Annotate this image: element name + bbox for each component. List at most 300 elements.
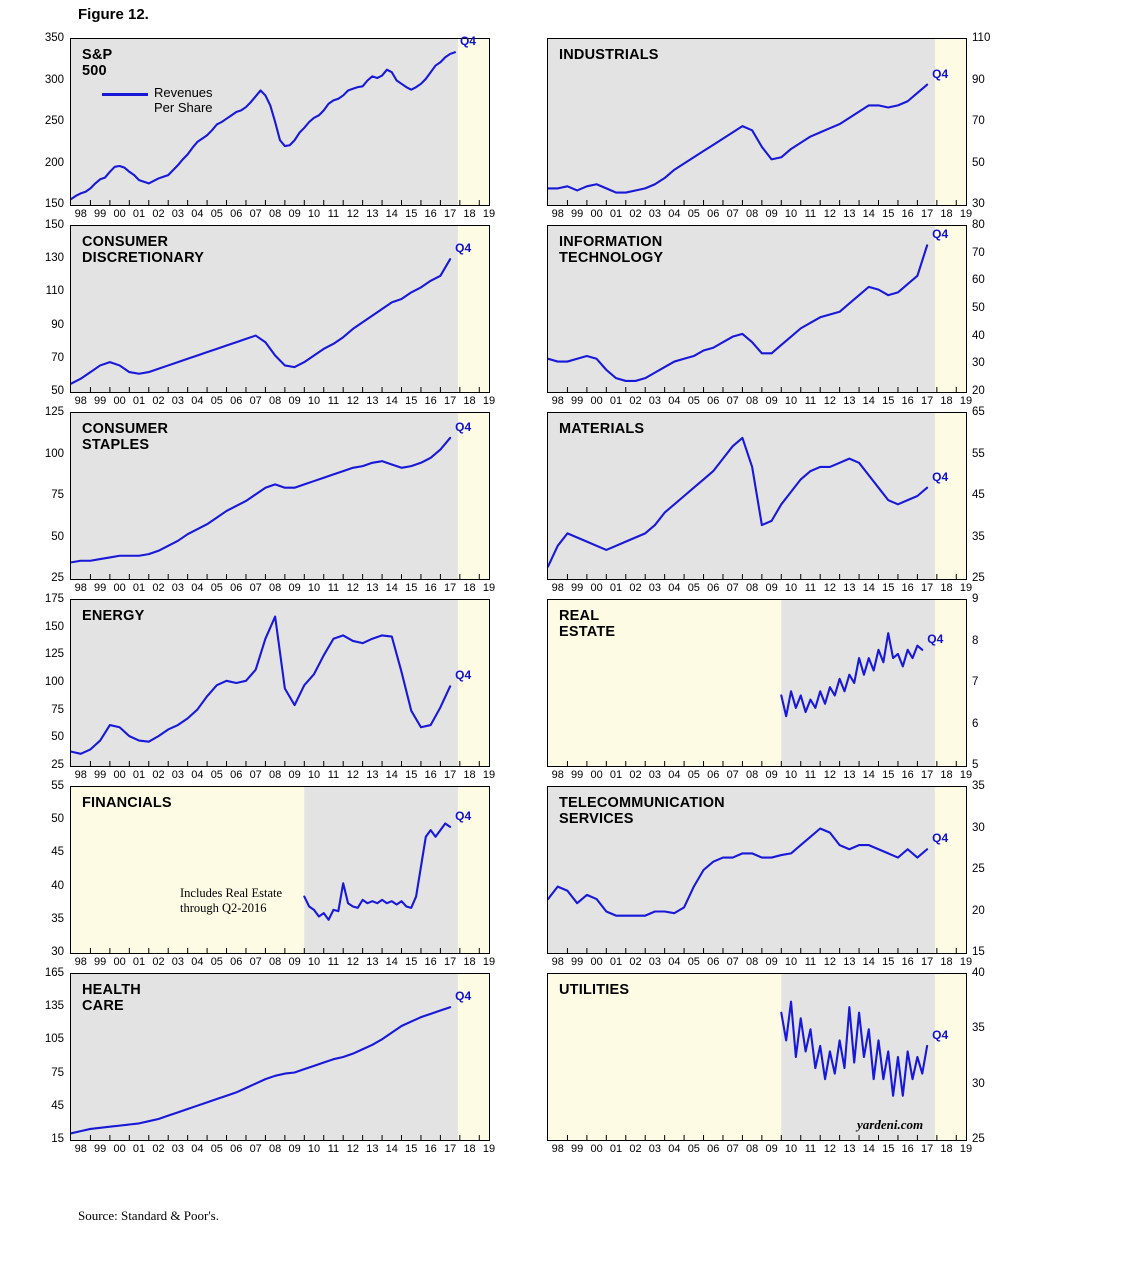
- x-axis-tick-label: 05: [210, 395, 223, 407]
- x-axis-tick-label: 09: [288, 395, 301, 407]
- panel-title: MATERIALS: [559, 421, 645, 437]
- panel-title: CONSUMER STAPLES: [82, 421, 169, 453]
- x-axis-tick-label: 04: [191, 395, 204, 407]
- x-axis-tick-label: 12: [346, 1143, 360, 1155]
- x-axis-tick-label: 14: [862, 769, 875, 781]
- y-axis-tick-label: 40: [972, 329, 985, 342]
- x-axis-tick-label: 98: [551, 208, 564, 220]
- x-axis-tick-label: 99: [571, 208, 584, 220]
- y-axis-tick-label: 50: [51, 731, 64, 744]
- y-axis-tick-label: 250: [44, 115, 64, 127]
- y-axis-tick-label: 75: [51, 703, 64, 716]
- y-axis-tick-label: 100: [44, 676, 64, 688]
- x-axis-tick-label: 13: [843, 582, 856, 594]
- x-axis-tick-label: 05: [687, 1143, 700, 1155]
- x-axis-tick-label: 15: [405, 956, 418, 968]
- x-axis-tick-label: 09: [288, 208, 301, 220]
- x-axis-tick-label: 06: [230, 1143, 243, 1155]
- y-axis-tick-label: 350: [44, 32, 64, 44]
- x-axis-tick-label: 16: [424, 956, 437, 968]
- x-axis-tick-label: 00: [113, 208, 126, 220]
- x-axis-tick-label: 07: [249, 582, 262, 594]
- x-axis-tick-label: 12: [823, 208, 837, 220]
- x-axis-tick-label: 18: [940, 956, 953, 968]
- x-axis-tick-label: 11: [327, 1143, 340, 1155]
- x-axis-tick-label: 16: [901, 208, 914, 220]
- x-axis-tick-label: 18: [940, 1143, 953, 1155]
- x-axis-tick-label: 07: [249, 769, 262, 781]
- y-axis-tick-label: 30: [51, 946, 64, 958]
- x-axis-tick-label: 05: [210, 769, 223, 781]
- x-axis-tick-label: 10: [784, 1143, 798, 1155]
- x-axis-tick-label: 00: [590, 1143, 603, 1155]
- x-axis-tick-label: 08: [746, 956, 759, 968]
- x-axis-tick-label: 98: [551, 769, 564, 781]
- x-axis-tick-label: 08: [269, 769, 282, 781]
- x-axis-tick-label: 12: [823, 769, 837, 781]
- y-axis-tick-label: 175: [44, 593, 64, 605]
- y-axis-tick-label: 35: [972, 780, 985, 792]
- panel-title: ENERGY: [82, 608, 145, 624]
- y-axis-tick-label: 90: [51, 318, 64, 331]
- x-axis-tick-label: 13: [366, 956, 379, 968]
- x-axis-tick-label: 19: [959, 582, 973, 594]
- x-axis-tick-label: 02: [152, 582, 165, 594]
- q4-marker-label: Q4: [455, 419, 472, 434]
- x-axis-tick-label: 02: [629, 582, 642, 594]
- x-axis-tick-label: 07: [726, 395, 739, 407]
- q4-marker-label: Q4: [455, 808, 472, 823]
- x-axis-tick-label: 03: [171, 395, 185, 407]
- x-axis-tick-label: 04: [191, 769, 204, 781]
- q4-marker-label: Q4: [932, 831, 949, 846]
- x-axis-tick-label: 10: [307, 582, 321, 594]
- x-axis-tick-label: 00: [590, 956, 603, 968]
- x-axis-tick-label: 05: [210, 956, 223, 968]
- plot-area: [547, 973, 967, 1141]
- x-axis-tick-label: 06: [230, 956, 243, 968]
- x-axis-tick-label: 16: [424, 582, 437, 594]
- y-axis-tick-label: 30: [972, 821, 985, 834]
- y-axis-tick-label: 7: [972, 676, 979, 688]
- x-axis-tick-label: 01: [132, 1143, 146, 1155]
- x-axis-tick-label: 03: [171, 1143, 185, 1155]
- x-axis-tick-label: 98: [74, 395, 87, 407]
- x-axis-tick-label: 99: [94, 956, 107, 968]
- q4-marker-label: Q4: [459, 34, 476, 49]
- q4-marker-label: Q4: [932, 66, 949, 81]
- x-axis-tick-label: 15: [882, 395, 895, 407]
- y-axis-tick-label: 50: [51, 385, 64, 397]
- x-axis-tick-label: 05: [210, 1143, 223, 1155]
- x-axis-tick-label: 19: [959, 956, 973, 968]
- x-axis-tick-label: 09: [765, 769, 778, 781]
- x-axis-tick-label: 12: [823, 1143, 837, 1155]
- x-axis-tick-label: 16: [901, 1143, 914, 1155]
- panel-title: UTILITIES: [559, 982, 630, 998]
- y-axis-tick-label: 50: [972, 156, 985, 169]
- x-axis-tick-label: 04: [191, 1143, 204, 1155]
- x-axis-tick-label: 03: [648, 956, 662, 968]
- q4-marker-label: Q4: [455, 989, 472, 1004]
- x-axis-tick-label: 02: [629, 395, 642, 407]
- x-axis-tick-label: 08: [269, 582, 282, 594]
- x-axis-tick-label: 05: [210, 582, 223, 594]
- x-axis-tick-label: 04: [668, 956, 681, 968]
- y-axis-tick-label: 9: [972, 593, 979, 605]
- x-axis-tick-label: 09: [765, 395, 778, 407]
- x-axis-tick-label: 02: [152, 395, 165, 407]
- x-axis-tick-label: 11: [327, 769, 340, 781]
- panel-title: REAL ESTATE: [559, 608, 616, 640]
- x-axis-tick-label: 15: [405, 582, 418, 594]
- x-axis-tick-label: 99: [571, 769, 584, 781]
- q4-marker-label: Q4: [932, 469, 949, 484]
- x-axis-tick-label: 13: [366, 1143, 379, 1155]
- x-axis-tick-label: 17: [443, 956, 457, 968]
- y-axis-tick-label: 55: [51, 780, 64, 792]
- x-axis-tick-label: 98: [74, 1143, 87, 1155]
- x-axis-tick-label: 04: [668, 769, 681, 781]
- x-axis-tick-label: 10: [307, 208, 321, 220]
- x-axis-tick-label: 10: [784, 395, 798, 407]
- x-axis-tick-label: 06: [230, 582, 243, 594]
- x-axis-tick-label: 10: [784, 769, 798, 781]
- y-axis-tick-label: 65: [972, 406, 985, 418]
- x-axis-tick-label: 13: [366, 769, 379, 781]
- x-axis-tick-label: 13: [366, 395, 379, 407]
- x-axis-tick-label: 07: [249, 956, 262, 968]
- x-axis-tick-label: 13: [366, 208, 379, 220]
- y-axis-tick-label: 35: [972, 1022, 985, 1035]
- x-axis-tick-label: 15: [405, 1143, 418, 1155]
- x-axis-tick-label: 09: [288, 582, 301, 594]
- y-axis-tick-label: 110: [45, 285, 64, 298]
- x-axis-tick-label: 16: [901, 956, 914, 968]
- x-axis-tick-label: 08: [269, 208, 282, 220]
- q4-marker-label: Q4: [932, 1027, 949, 1042]
- x-axis-tick-label: 98: [74, 582, 87, 594]
- x-axis-tick-label: 12: [346, 956, 360, 968]
- y-axis-tick-label: 50: [51, 813, 64, 826]
- x-axis-tick-label: 15: [405, 208, 418, 220]
- x-axis-tick-label: 02: [629, 1143, 642, 1155]
- x-axis-tick-label: 17: [920, 582, 934, 594]
- x-axis-tick-label: 00: [113, 769, 126, 781]
- x-axis-tick-label: 11: [804, 1143, 817, 1155]
- x-axis-tick-label: 99: [94, 769, 107, 781]
- x-axis-tick-label: 12: [346, 208, 360, 220]
- x-axis-tick-label: 06: [230, 395, 243, 407]
- x-axis-tick-label: 98: [551, 582, 564, 594]
- x-axis-tick-label: 01: [132, 956, 146, 968]
- x-axis-tick-label: 09: [765, 1143, 778, 1155]
- y-axis-tick-label: 35: [51, 912, 64, 925]
- y-axis-tick-label: 40: [51, 879, 64, 892]
- x-axis-tick-label: 12: [823, 582, 837, 594]
- x-axis-tick-label: 17: [920, 1143, 934, 1155]
- x-axis-tick-label: 17: [443, 769, 457, 781]
- x-axis-tick-label: 15: [405, 769, 418, 781]
- x-axis-tick-label: 18: [463, 769, 476, 781]
- x-axis-tick-label: 15: [882, 208, 895, 220]
- x-axis-tick-label: 99: [94, 395, 107, 407]
- y-axis-tick-label: 5: [972, 759, 979, 771]
- x-axis-tick-label: 12: [346, 582, 360, 594]
- x-axis-tick-label: 14: [385, 1143, 398, 1155]
- y-axis-tick-label: 70: [972, 246, 985, 259]
- x-axis-tick-label: 98: [551, 395, 564, 407]
- x-axis-tick-label: 09: [288, 1143, 301, 1155]
- panel-title: INDUSTRIALS: [559, 47, 659, 63]
- y-axis-tick-label: 20: [972, 385, 985, 397]
- x-axis-tick-label: 00: [113, 582, 126, 594]
- x-axis-tick-label: 11: [327, 956, 340, 968]
- y-axis-tick-label: 125: [44, 648, 64, 661]
- x-axis-tick-label: 04: [668, 208, 681, 220]
- x-axis-tick-label: 12: [823, 956, 837, 968]
- x-axis-tick-label: 18: [463, 208, 476, 220]
- x-axis-tick-label: 00: [113, 956, 126, 968]
- x-axis-tick-label: 99: [571, 956, 584, 968]
- x-axis-tick-label: 07: [726, 956, 739, 968]
- x-axis-tick-label: 02: [629, 208, 642, 220]
- y-axis-tick-label: 45: [51, 846, 64, 859]
- x-axis-tick-label: 06: [707, 395, 720, 407]
- x-axis-tick-label: 13: [843, 1143, 856, 1155]
- x-axis-tick-label: 14: [862, 582, 875, 594]
- y-axis-tick-label: 6: [972, 717, 979, 730]
- y-axis-tick-label: 130: [44, 252, 64, 265]
- x-axis-tick-label: 01: [132, 395, 146, 407]
- x-axis-tick-label: 18: [463, 582, 476, 594]
- x-axis-tick-label: 14: [385, 956, 398, 968]
- plot-area: [547, 412, 967, 580]
- y-axis-tick-label: 75: [51, 1066, 64, 1079]
- x-axis-tick-label: 08: [269, 395, 282, 407]
- y-axis-tick-label: 70: [972, 115, 985, 127]
- x-axis-tick-label: 10: [784, 582, 798, 594]
- x-axis-tick-label: 05: [687, 956, 700, 968]
- y-axis-tick-label: 15: [972, 946, 985, 958]
- y-axis-tick-label: 75: [51, 489, 64, 501]
- x-axis-tick-label: 11: [327, 208, 340, 220]
- x-axis-tick-label: 15: [882, 769, 895, 781]
- x-axis-tick-label: 03: [171, 582, 185, 594]
- x-axis-tick-label: 10: [307, 956, 321, 968]
- x-axis-tick-label: 14: [385, 208, 398, 220]
- x-axis-tick-label: 12: [823, 395, 837, 407]
- x-axis-tick-label: 14: [862, 1143, 875, 1155]
- y-axis-tick-label: 135: [44, 1000, 64, 1013]
- x-axis-tick-label: 01: [132, 582, 146, 594]
- y-axis-tick-label: 110: [972, 32, 991, 44]
- q4-marker-label: Q4: [455, 668, 472, 683]
- x-axis-tick-label: 17: [920, 956, 934, 968]
- y-axis-tick-label: 30: [972, 198, 985, 210]
- x-axis-tick-label: 11: [327, 395, 340, 407]
- x-axis-tick-label: 16: [424, 1143, 437, 1155]
- x-axis-tick-label: 04: [191, 582, 204, 594]
- x-axis-tick-label: 18: [463, 1143, 476, 1155]
- x-axis-tick-label: 08: [746, 769, 759, 781]
- x-axis-tick-label: 99: [94, 208, 107, 220]
- plot-area: [70, 38, 490, 206]
- y-axis-tick-label: 150: [44, 219, 64, 231]
- x-axis-tick-label: 14: [862, 956, 875, 968]
- y-axis-tick-label: 100: [44, 447, 64, 460]
- x-axis-tick-label: 17: [443, 395, 457, 407]
- x-axis-tick-label: 08: [746, 1143, 759, 1155]
- x-axis-tick-label: 03: [648, 1143, 662, 1155]
- x-axis-tick-label: 17: [920, 769, 934, 781]
- x-axis-tick-label: 00: [113, 1143, 126, 1155]
- y-axis-tick-label: 25: [972, 863, 985, 875]
- y-axis-tick-label: 50: [972, 302, 985, 314]
- x-axis-tick-label: 02: [152, 208, 165, 220]
- y-axis-tick-label: 45: [51, 1099, 64, 1112]
- x-axis-tick-label: 18: [940, 208, 953, 220]
- x-axis-tick-label: 99: [571, 1143, 584, 1155]
- x-axis-tick-label: 09: [765, 208, 778, 220]
- x-axis-tick-label: 18: [940, 395, 953, 407]
- y-axis-tick-label: 50: [51, 530, 64, 543]
- y-axis-tick-label: 105: [44, 1033, 64, 1046]
- x-axis-tick-label: 06: [707, 208, 720, 220]
- x-axis-tick-label: 10: [307, 769, 321, 781]
- plot-area: [70, 786, 490, 954]
- panel-title: S&P 500: [82, 47, 113, 79]
- x-axis-tick-label: 02: [629, 769, 642, 781]
- x-axis-tick-label: 18: [940, 769, 953, 781]
- x-axis-tick-label: 01: [609, 769, 623, 781]
- x-axis-tick-label: 13: [843, 956, 856, 968]
- x-axis-tick-label: 06: [707, 582, 720, 594]
- plot-area: [70, 599, 490, 767]
- x-axis-tick-label: 00: [590, 582, 603, 594]
- x-axis-tick-label: 10: [784, 956, 798, 968]
- x-axis-tick-label: 03: [171, 208, 185, 220]
- x-axis-tick-label: 16: [901, 395, 914, 407]
- x-axis-tick-label: 09: [765, 582, 778, 594]
- x-axis-tick-label: 03: [648, 582, 662, 594]
- x-axis-tick-label: 19: [482, 395, 496, 407]
- q4-marker-label: Q4: [927, 631, 944, 646]
- x-axis-tick-label: 07: [249, 1143, 262, 1155]
- x-axis-tick-label: 07: [726, 769, 739, 781]
- x-axis-tick-label: 05: [687, 208, 700, 220]
- panel-title: CONSUMER DISCRETIONARY: [82, 234, 205, 266]
- y-axis-tick-label: 25: [972, 572, 985, 584]
- y-axis-tick-label: 80: [972, 219, 985, 231]
- x-axis-tick-label: 01: [132, 208, 146, 220]
- x-axis-tick-label: 13: [843, 208, 856, 220]
- y-axis-tick-label: 25: [51, 759, 64, 771]
- y-axis-tick-label: 15: [51, 1133, 64, 1145]
- x-axis-tick-label: 16: [901, 769, 914, 781]
- panel-title: INFORMATION TECHNOLOGY: [559, 234, 664, 266]
- x-axis-tick-label: 03: [171, 956, 185, 968]
- x-axis-tick-label: 19: [482, 956, 496, 968]
- x-axis-tick-label: 08: [746, 208, 759, 220]
- q4-marker-label: Q4: [932, 227, 949, 242]
- x-axis-tick-label: 07: [726, 582, 739, 594]
- x-axis-tick-label: 08: [269, 1143, 282, 1155]
- x-axis-tick-label: 01: [609, 395, 623, 407]
- x-axis-tick-label: 09: [765, 956, 778, 968]
- x-axis-tick-label: 02: [152, 956, 165, 968]
- x-axis-tick-label: 03: [648, 395, 662, 407]
- figure-source: Source: Standard & Poor's.: [78, 1208, 219, 1223]
- x-axis-tick-label: 18: [463, 395, 476, 407]
- x-axis-tick-label: 07: [726, 208, 739, 220]
- x-axis-tick-label: 15: [882, 1143, 895, 1155]
- x-axis-tick-label: 19: [482, 1143, 496, 1155]
- x-axis-tick-label: 12: [346, 395, 360, 407]
- x-axis-tick-label: 00: [590, 208, 603, 220]
- x-axis-tick-label: 05: [687, 769, 700, 781]
- x-axis-tick-label: 17: [443, 1143, 457, 1155]
- watermark: yardeni.com: [857, 1117, 924, 1132]
- x-axis-tick-label: 02: [629, 956, 642, 968]
- x-axis-tick-label: 17: [443, 582, 457, 594]
- x-axis-tick-label: 10: [784, 208, 798, 220]
- x-axis-tick-label: 11: [804, 956, 817, 968]
- x-axis-tick-label: 04: [668, 1143, 681, 1155]
- x-axis-tick-label: 99: [571, 582, 584, 594]
- y-axis-tick-label: 125: [44, 406, 64, 418]
- x-axis-tick-label: 06: [230, 208, 243, 220]
- y-axis-tick-label: 20: [972, 904, 985, 917]
- x-axis-tick-label: 13: [843, 769, 856, 781]
- x-axis-tick-label: 09: [288, 956, 301, 968]
- x-axis-tick-label: 01: [609, 956, 623, 968]
- x-axis-tick-label: 99: [94, 582, 107, 594]
- x-axis-tick-label: 12: [346, 769, 360, 781]
- x-axis-tick-label: 10: [307, 395, 321, 407]
- x-axis-tick-label: 11: [804, 208, 817, 220]
- x-axis-tick-label: 05: [210, 208, 223, 220]
- x-axis-tick-label: 14: [862, 395, 875, 407]
- x-axis-tick-label: 16: [424, 208, 437, 220]
- panel-title: TELECOMMUNICATION SERVICES: [559, 795, 725, 827]
- x-axis-tick-label: 98: [74, 208, 87, 220]
- x-axis-tick-label: 11: [804, 395, 817, 407]
- panel-title: HEALTH CARE: [82, 982, 141, 1014]
- x-axis-tick-label: 19: [959, 1143, 973, 1155]
- x-axis-tick-label: 17: [920, 395, 934, 407]
- x-axis-tick-label: 19: [482, 208, 496, 220]
- panel-annotation: Includes Real Estate through Q2-2016: [180, 886, 283, 915]
- legend-line-swatch: [102, 93, 148, 96]
- x-axis-tick-label: 17: [920, 208, 934, 220]
- x-axis-tick-label: 02: [152, 769, 165, 781]
- x-axis-tick-label: 14: [385, 395, 398, 407]
- x-axis-tick-label: 18: [463, 956, 476, 968]
- y-axis-tick-label: 150: [44, 620, 64, 633]
- x-axis-tick-label: 98: [74, 956, 87, 968]
- x-axis-tick-label: 15: [405, 395, 418, 407]
- x-axis-tick-label: 17: [443, 208, 457, 220]
- y-axis-tick-label: 60: [972, 274, 985, 287]
- y-axis-tick-label: 35: [972, 530, 985, 543]
- x-axis-tick-label: 11: [327, 582, 340, 594]
- x-axis-tick-label: 19: [482, 769, 496, 781]
- x-axis-tick-label: 06: [230, 769, 243, 781]
- x-axis-tick-label: 99: [94, 1143, 107, 1155]
- x-axis-tick-label: 98: [551, 956, 564, 968]
- x-axis-tick-label: 04: [191, 208, 204, 220]
